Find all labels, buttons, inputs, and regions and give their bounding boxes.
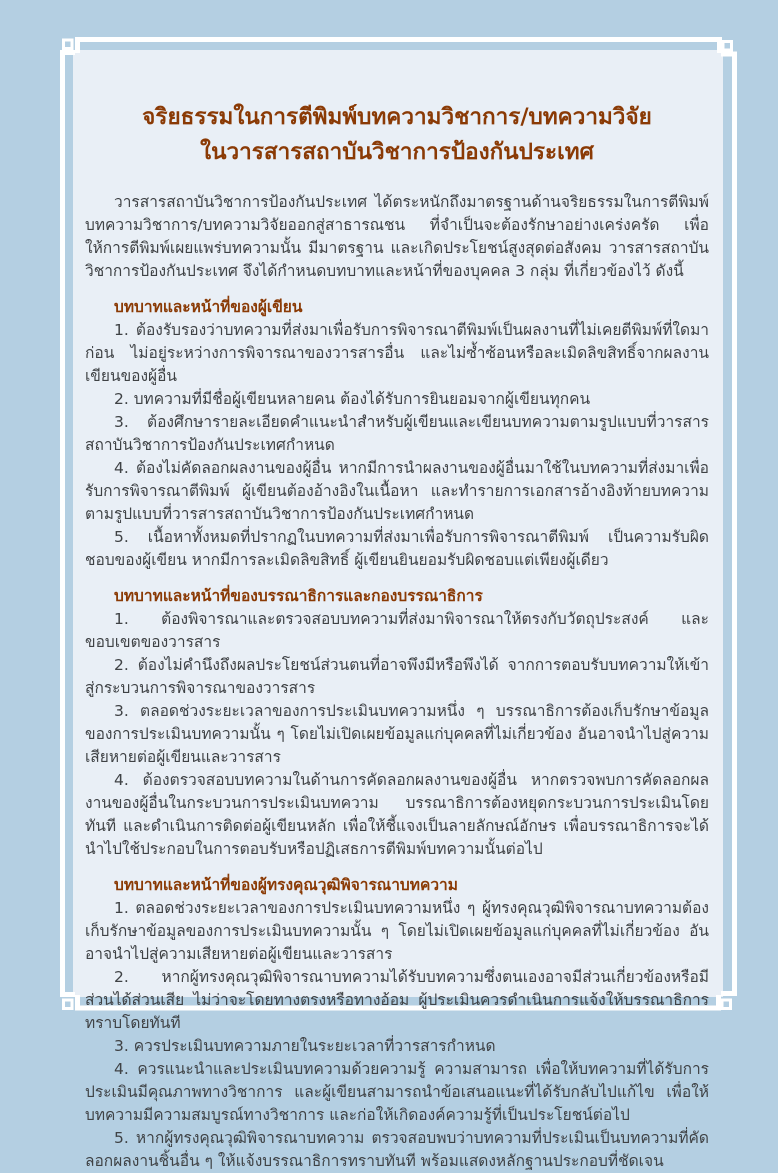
list-item: 5. เนื้อหาทั้งหมดที่ปรากฏในบทความที่ส่งมาเพื่อรับการพิจารณาตีพิมพ์ เป็นความรับผิดชอบของผู้เขียน หากมีการละเมิดลิขสิทธิ์ ผู้เขียนยินยอมรับผิดชอบแต่เพียงผู้เดียว xyxy=(85,528,709,569)
corner-knot-bottom-right xyxy=(722,1000,731,1009)
page-title-line2: ในวารสารสถาบันวิชาการป้องกันประเทศ xyxy=(200,139,594,165)
section-heading: บทบาทและหน้าที่ของผู้เขียน xyxy=(114,298,303,316)
list-item: 1. ต้องรับรองว่าบทความที่ส่งมาเพื่อรับการพิจารณาตีพิมพ์เป็นผลงานที่ไม่เคยตีพิมพ์ที่ใดมาก่อน ไม่อยู่ระหว่างการพิจารณาของวารสารอื่น และไม่ซ้ำซ้อนหรือละเมิดลิขสิทธิ์จากผลงานเขียนของผู้อื่น xyxy=(85,321,709,385)
list-item: 4. ควรแนะนำและประเมินบทความด้วยความรู้ ความสามารถ เพื่อให้บทความที่ได้รับการประเมินมีคุณภาพทางวิชาการ และผู้เขียนสามารถนำข้อเสนอแนะที่ได้รับกลับไปแก้ไข เพื่อให้บทความมีความสมบูรณ์ทางวิชาการ และก่อให้เกิดองค์ความรู้ที่เป็นประโยชน์ต่อไป xyxy=(85,1060,709,1124)
list-item: 2. หากผู้ทรงคุณวุฒิพิจารณาบทความได้รับบทความซึ่งตนเองอาจมีส่วนเกี่ยวข้องหรือมีส่วนได้ส่วนเสีย ไม่ว่าจะโดยทางตรงหรือทางอ้อม ผู้ประเมินควรดำเนินการแจ้งให้บรรณาธิการทราบโดยทันที xyxy=(85,968,709,1032)
section-reviewers xyxy=(85,874,709,1173)
section-editors xyxy=(85,585,709,861)
corner-knot-top-right xyxy=(723,42,732,51)
corner-knot-bottom-left xyxy=(64,1000,73,1009)
page-title xyxy=(85,100,709,170)
list-item: 2. บทความที่มีชื่อผู้เขียนหลายคน ต้องได้รับการยินยอมจากผู้เขียนทุกคน xyxy=(114,390,591,408)
list-item: 1. ต้องพิจารณาและตรวจสอบบทความที่ส่งมาพิจารณาให้ตรงกับวัตถุประสงค์ และขอบเขตของวารสาร xyxy=(85,610,709,651)
document-content xyxy=(85,100,709,1173)
section-authors xyxy=(85,296,709,572)
section-heading: บทบาทและหน้าที่ของบรรณาธิการและกองบรรณาธิการ xyxy=(114,587,483,605)
list-item: 2. ต้องไม่คำนึงถึงผลประโยชน์ส่วนตนที่อาจพึงมีหรือพึงได้ จากการตอบรับบทความให้เข้าสู่กระบวนการพิจารณาของวารสาร xyxy=(85,656,709,697)
list-item: 1. ตลอดช่วงระยะเวลาของการประเมินบทความหนึ่ง ๆ ผู้ทรงคุณวุฒิพิจารณาบทความต้องเก็บรักษาข้อมูลของการประเมินบทความนั้น ๆ โดยไม่เปิดเผยข้อมูลแก่บุคคลที่ไม่เกี่ยวข้อง อันอาจนำไปสู่ความเสียหายต่อผู้เขียนและวารสาร xyxy=(85,899,709,963)
page-title-line1: จริยธรรมในการตีพิมพ์บทความวิชาการ/บทความวิจัย xyxy=(142,104,652,130)
intro-paragraph: วารสารสถาบันวิชาการป้องกันประเทศ ได้ตระหนักถึงมาตรฐานด้านจริยธรรมในการตีพิมพ์บทความวิชาการ/บทความวิจัยออกสู่สาธารณชน ที่จำเป็นจะต้องรักษาอย่างเคร่งครัด เพื่อให้การตีพิมพ์เผยแพร่บทความนั้น มีมาตรฐาน และเกิดประโยชน์สูงสุดต่อสังคม วารสารสถาบันวิชาการป้องกันประเทศ จึงได้กำหนดบทบาทและหน้าที่ของบุคคล 3 กลุ่ม ที่เกี่ยวข้องไว้ ดังนี้ xyxy=(85,193,709,280)
list-item: 5. หากผู้ทรงคุณวุฒิพิจารณาบทความ ตรวจสอบพบว่าบทความที่ประเมินเป็นบทความที่คัดลอกผลงานชิ้นอื่น ๆ ให้แจ้งบรรณาธิการทราบทันที พร้อมแสดงหลักฐานประกอบที่ชัดเจน xyxy=(85,1129,709,1170)
list-item: 4. ต้องตรวจสอบบทความในด้านการคัดลอกผลงานของผู้อื่น หากตรวจพบการคัดลอกผลงานของผู้อื่นในกระบวนการประเมินบทความ บรรณาธิการต้องหยุดกระบวนการประเมินโดยทันที และดำเนินการติดต่อผู้เขียนหลัก เพื่อให้ชี้แจงเป็นลายลักษณ์อักษร เพื่อบรรณาธิการจะได้นำไปใช้ประกอบในการตอบรับหรือปฏิเสธการตีพิมพ์บทความนั้นต่อไป xyxy=(85,771,709,858)
list-item: 3. ควรประเมินบทความภายในระยะเวลาที่วารสารกำหนด xyxy=(114,1037,496,1055)
list-item: 3. ต้องศึกษารายละเอียดคำแนะนำสำหรับผู้เขียนและเขียนบทความตามรูปแบบที่วารสารสถาบันวิชาการป้องกันประเทศกำหนด xyxy=(85,413,709,454)
list-item: 3. ตลอดช่วงระยะเวลาของการประเมินบทความหนึ่ง ๆ บรรณาธิการต้องเก็บรักษาข้อมูลของการประเมินบทความนั้น ๆ โดยไม่เปิดเผยข้อมูลแก่บุคคลที่ไม่เกี่ยวข้อง อันอาจนำไปสู่ความเสียหายต่อผู้เขียนและวารสาร xyxy=(85,702,709,766)
section-heading: บทบาทและหน้าที่ของผู้ทรงคุณวุฒิพิจารณาบทความ xyxy=(114,876,458,894)
corner-knot-top-left xyxy=(64,40,73,49)
list-item: 4. ต้องไม่คัดลอกผลงานของผู้อื่น หากมีการนำผลงานของผู้อื่นมาใช้ในบทความที่ส่งมาเพื่อรับการพิจารณาตีพิมพ์ ผู้เขียนต้องอ้างอิงในเนื้อหา และทำรายการเอกสารอ้างอิงท้ายบทความ ตามรูปแบบที่วารสารสถาบันวิชาการป้องกันประเทศกำหนด xyxy=(85,459,709,523)
